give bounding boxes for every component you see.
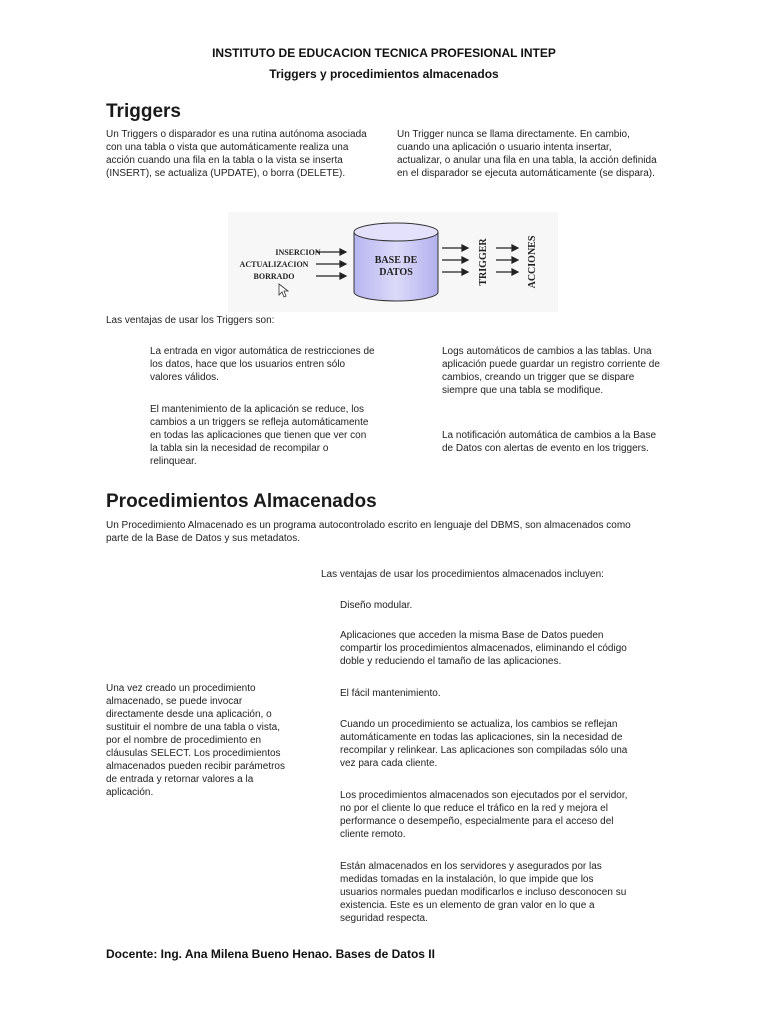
institution-title: INSTITUTO DE EDUCACION TECNICA PROFESIONAL INTEP bbox=[212, 46, 556, 60]
trigger-diagram-graphic bbox=[228, 212, 558, 312]
document-subtitle: Triggers y procedimientos almacenados bbox=[269, 67, 499, 81]
procedure-advantage-5: Los procedimientos almacenados son ejecutados por el servidor, no por el cliente lo que reduce el tráfico en la red y mejora el performance o desempeño, especialmente para el acceso del cliente remoto. bbox=[340, 790, 628, 840]
triggers-intro-right: Un Trigger nunca se llama directamente. En cambio, cuando una aplicación o usuario intenta insertar, actualizar, o anular una fila en una tabla, la acción definida en el disparador se ejecuta automáticamente (se dispara). bbox=[397, 129, 657, 179]
database-label-line-1: BASE DE bbox=[374, 255, 418, 266]
triggers-heading: Triggers bbox=[106, 101, 181, 122]
triggers-intro-left: Un Triggers o disparador es una rutina autónoma asociada con una tabla o vista que automáticamente realiza una acción cuando una fila en la tabla o la vista se inserta (INSERT), se actualiza (UPDATE), o borra (DELETE). bbox=[106, 129, 367, 179]
procedure-advantage-6: Están almacenados en los servidores y asegurados por las medidas tomadas en la instalación, lo que impide que los usuarios normales puedan modificarlos e incluso desconocen su existencia. Este es un elemento de gran valor en lo que a seguridad respecta. bbox=[340, 861, 627, 924]
footer-docente: Docente: Ing. Ana Milena Bueno Henao. Bases de Datos II bbox=[106, 947, 435, 961]
trigger-advantage-1: La entrada en vigor automática de restricciones de los datos, hace que los usuarios entren sólo valores válidos. bbox=[150, 346, 375, 383]
database-label-line-2: DATOS bbox=[379, 267, 413, 278]
triggers-advantages-intro: Las ventajas de usar los Triggers son: bbox=[106, 315, 275, 326]
procedures-intro: Un Procedimiento Almacenado es un programa autocontrolado escrito en lenguaje del DBMS, son almacenados como parte de la Base de Datos y sus metadatos. bbox=[106, 520, 631, 544]
procedures-heading: Procedimientos Almacenados bbox=[106, 491, 377, 512]
trigger-diagram bbox=[228, 212, 558, 312]
procedure-advantage-3: El fácil mantenimiento. bbox=[340, 688, 441, 699]
actions-vertical-label: ACCIONES bbox=[527, 235, 538, 289]
procedure-advantage-4: Cuando un procedimiento se actualiza, los cambios se reflejan automáticamente en todas las aplicaciones, sin la necesidad de recompilar y relinkear. Las aplicaciones son compiladas sólo una vez para cada cliente. bbox=[340, 719, 628, 769]
diagram-input-actualizacion: ACTUALIZACION bbox=[239, 260, 309, 269]
diagram-input-borrado: BORRADO bbox=[253, 272, 295, 281]
trigger-vertical-label: TRIGGER bbox=[478, 238, 489, 286]
procedure-advantage-1: Diseño modular. bbox=[340, 600, 413, 611]
trigger-advantage-2: El mantenimiento de la aplicación se reduce, los cambios a un triggers se refleja automáticamente en todas las aplicaciones que tienen que ver con la tabla sin la necesidad de recompilar o relinquear. bbox=[150, 404, 369, 467]
procedure-advantage-2: Aplicaciones que acceden la misma Base de Datos pueden compartir los procedimientos almacenados, eliminando el código doble y reduciendo el tamaño de las aplicaciones. bbox=[340, 630, 627, 667]
diagram-input-insercion: INSERCION bbox=[275, 248, 321, 257]
trigger-advantage-3: Logs automáticos de cambios a las tablas. Una aplicación puede guardar un registro corriente de cambios, creando un trigger que se dispare siempre que una tabla se modifique. bbox=[442, 346, 660, 396]
trigger-advantage-4: La notificación automática de cambios a la Base de Datos con alertas de evento en los triggers. bbox=[442, 430, 657, 454]
procedures-advantages-intro: Las ventajas de usar los procedimientos almacenados incluyen: bbox=[321, 569, 604, 580]
procedures-left-text: Una vez creado un procedimiento almacenado, se puede invocar directamente desde una aplicación, o sustituir el nombre de una tabla o vista, por el nombre de procedimiento en cláusulas SELECT. Los procedimientos almacenados pueden recibir parámetros de entrada y retornar valores a la aplicación. bbox=[106, 683, 285, 798]
